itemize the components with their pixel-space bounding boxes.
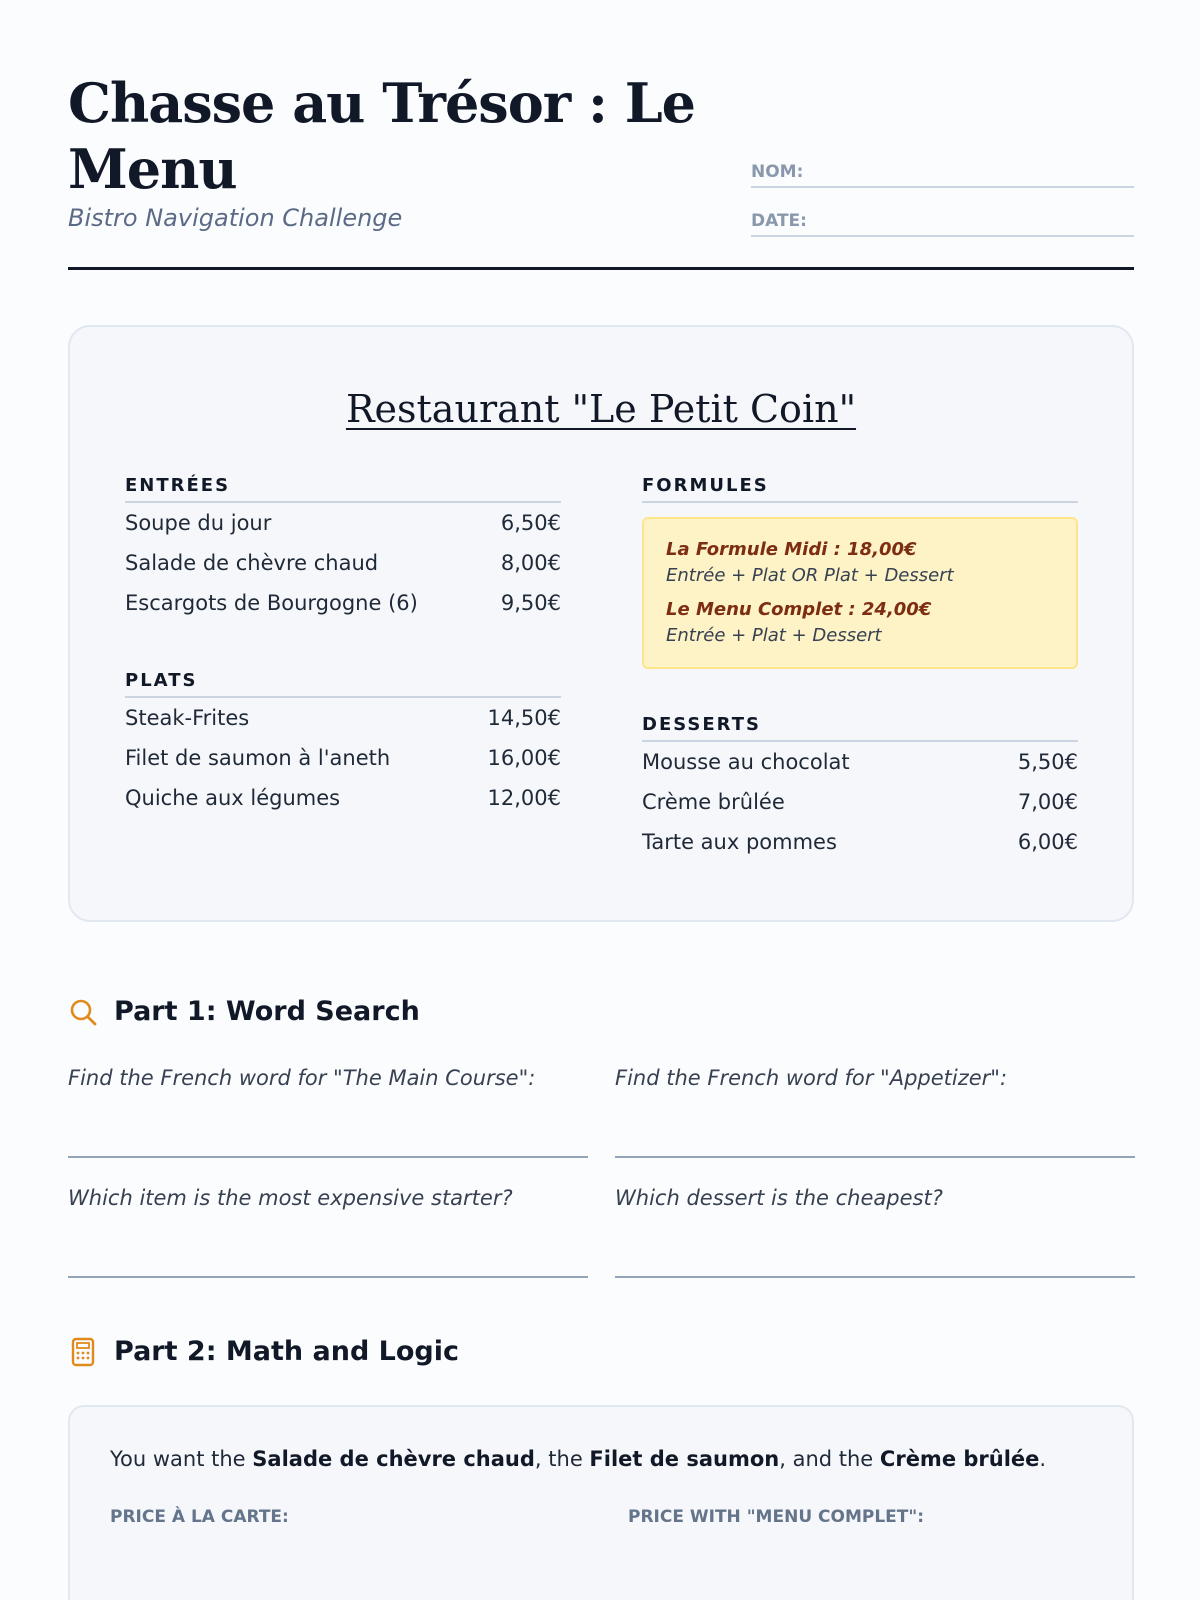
part2-title: Part 2: Math and Logic xyxy=(114,1336,460,1367)
formule-desc: Entrée + Plat + Dessert xyxy=(666,625,882,646)
page-title: Chasse au Trésor : Le Menu xyxy=(68,71,696,201)
formule-name: Le Menu Complet : 24,00€ xyxy=(666,599,932,620)
date-label: DATE: xyxy=(751,211,807,231)
desserts-section xyxy=(642,714,1078,862)
menu-item: Tarte aux pommes 6,00€ xyxy=(642,830,1078,854)
search-icon xyxy=(68,997,98,1027)
formule-name: La Formule Midi : 18,00€ xyxy=(666,539,917,560)
menu-item: Soupe du jour 6,50€ xyxy=(125,511,561,535)
menu-item: Escargots de Bourgogne (6) 9,50€ xyxy=(125,591,561,615)
formules-section xyxy=(642,475,1078,669)
desserts-heading: DESSERTS xyxy=(642,714,1078,742)
menu-item: Quiche aux légumes 12,00€ xyxy=(125,786,561,810)
menu-item: Salade de chèvre chaud 8,00€ xyxy=(125,551,561,575)
menu-item: Mousse au chocolat 5,50€ xyxy=(642,750,1078,774)
price-menu-label: PRICE WITH "MENU COMPLET": xyxy=(628,1507,925,1527)
formules-heading: FORMULES xyxy=(642,475,1078,503)
menu-item: Crème brûlée 7,00€ xyxy=(642,790,1078,814)
answer-field[interactable] xyxy=(68,1186,588,1278)
calculator-icon xyxy=(68,1337,98,1367)
question-text: Find the French word for "The Main Course": xyxy=(68,1066,536,1090)
name-label: NOM: xyxy=(751,162,804,182)
answer-field[interactable] xyxy=(615,1186,1135,1278)
menu-card xyxy=(68,325,1134,922)
question-text: Which dessert is the cheapest? xyxy=(615,1186,943,1210)
menu-item: Steak-Frites 14,50€ xyxy=(125,706,561,730)
page-subtitle: Bistro Navigation Challenge xyxy=(68,204,403,232)
entrees-section xyxy=(125,475,561,623)
date-field[interactable] xyxy=(751,207,1134,237)
part1-heading xyxy=(68,996,420,1027)
answer-field[interactable] xyxy=(68,1066,588,1158)
name-field[interactable] xyxy=(751,158,1134,188)
question-text: Find the French word for "Appetizer": xyxy=(615,1066,1008,1090)
plats-section xyxy=(125,670,561,818)
math-prompt: You want the Salade de chèvre chaud, the Filet de saumon, and the Crème brûlée. xyxy=(110,1447,1047,1471)
part1-title: Part 1: Word Search xyxy=(114,996,420,1027)
restaurant-name: Restaurant "Le Petit Coin" xyxy=(345,387,857,431)
answer-field[interactable] xyxy=(615,1066,1135,1158)
entrees-heading: ENTRÉES xyxy=(125,475,561,503)
price-carte-label: PRICE À LA CARTE: xyxy=(110,1507,289,1527)
math-card xyxy=(68,1405,1134,1600)
formule-desc: Entrée + Plat OR Plat + Dessert xyxy=(666,565,954,586)
plats-heading: PLATS xyxy=(125,670,561,698)
menu-item: Filet de saumon à l'aneth 16,00€ xyxy=(125,746,561,770)
worksheet-header xyxy=(68,70,1134,270)
formules-box xyxy=(642,517,1078,669)
part2-heading xyxy=(68,1336,459,1367)
question-text: Which item is the most expensive starter? xyxy=(68,1186,513,1210)
